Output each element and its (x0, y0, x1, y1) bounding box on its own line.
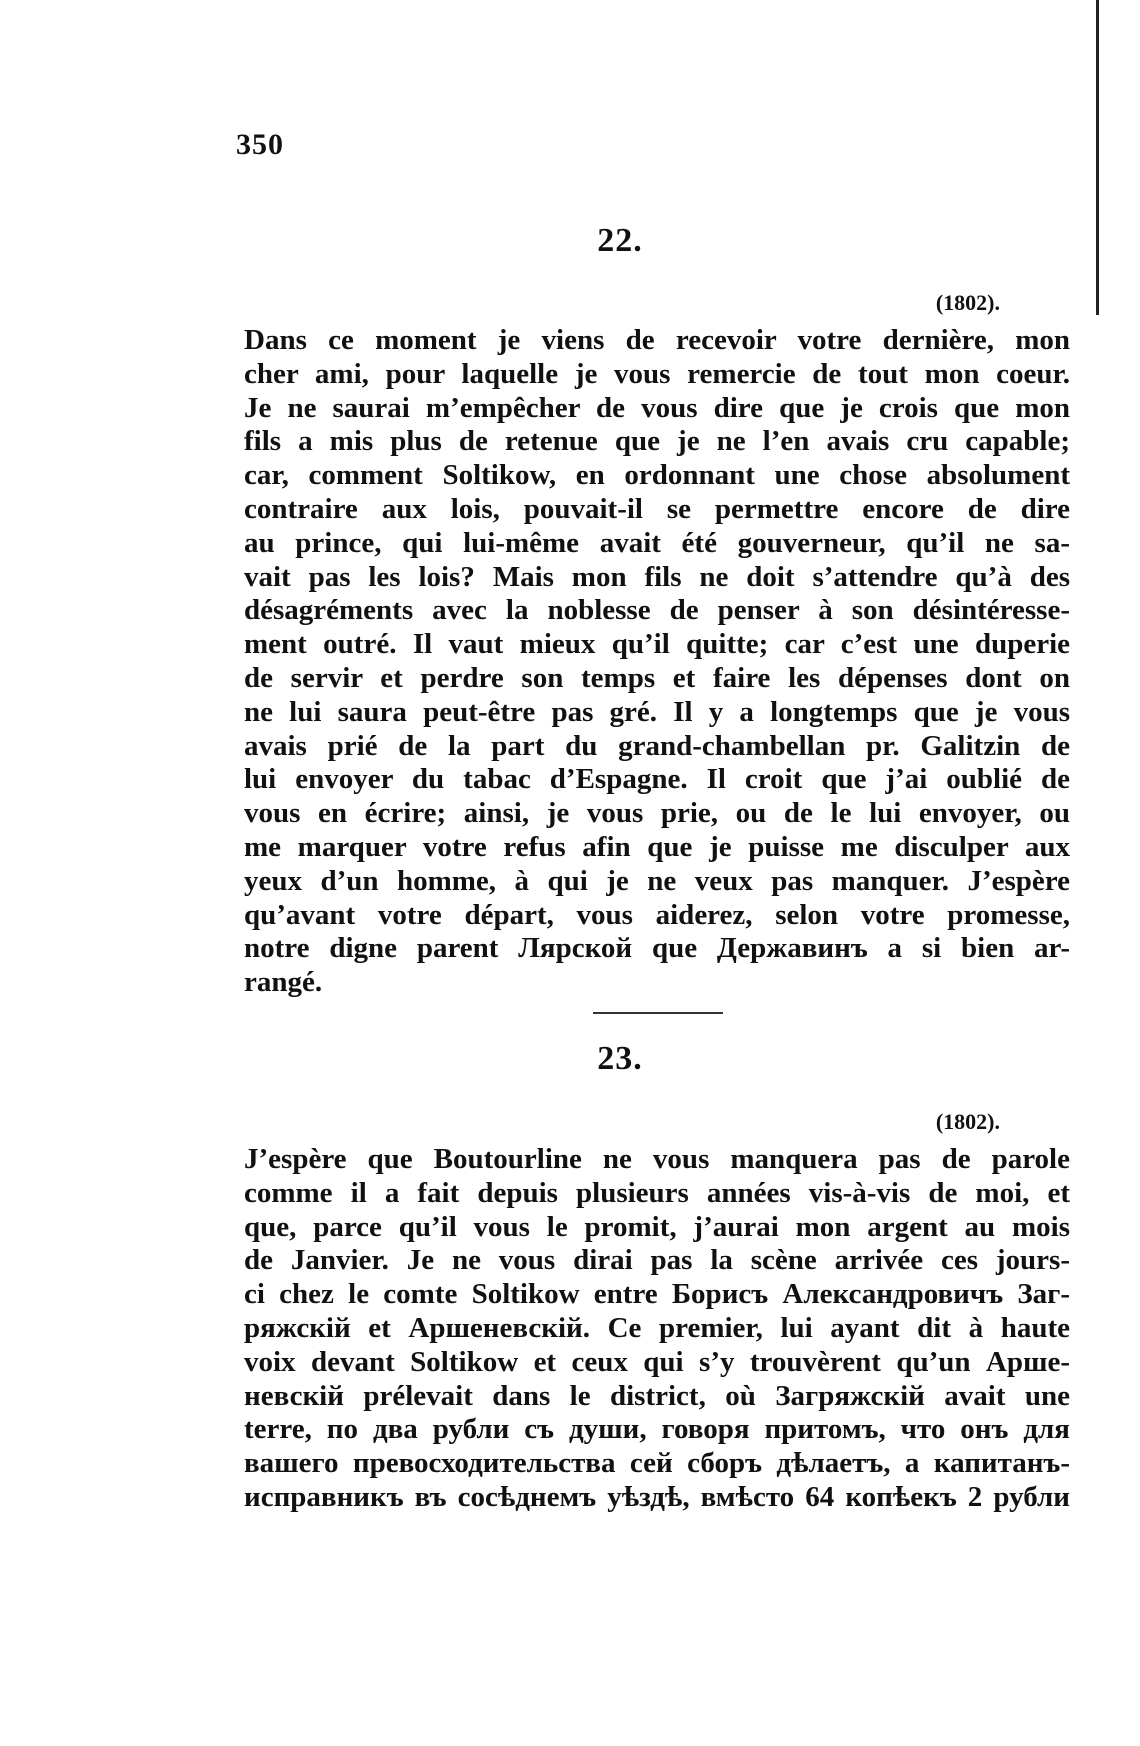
text-line: Je ne saurai m’empêcher de vous dire que je crois que mon (244, 391, 1070, 424)
text-line: ne lui saura peut-être pas gré. Il y a longtemps que je vous (244, 695, 1070, 728)
letter-number: 23. (597, 1040, 643, 1077)
text-line: qu’avant votre départ, vous aiderez, selon votre promesse, (244, 898, 1070, 931)
text-line: исправникъ въ сосѣднемъ уѣздѣ, вмѣсто 64 копѣекъ 2 рубли (244, 1480, 1070, 1513)
section-separator (593, 1012, 723, 1014)
page-number: 350 (236, 128, 284, 161)
text-line: contraire aux lois, pouvait-il se permettre encore de dire (244, 492, 1070, 525)
text-line: ряжскій et Аршеневскій. Ce premier, lui ayant dit à haute (244, 1311, 1070, 1344)
text-line: Dans ce moment je viens de recevoir votre dernière, mon (244, 324, 1070, 356)
text-line: de servir et perdre son temps et faire les dépenses dont on (244, 661, 1070, 694)
text-line: me marquer votre refus afin que je puisse me disculper aux (244, 830, 1070, 863)
text-line: ci chez le comte Soltikow entre Борисъ Александровичъ Заг- (244, 1278, 1070, 1311)
text-line: au prince, qui lui-même avait été gouverneur, qu’il ne sa- (244, 526, 1070, 559)
text-line: ment outré. Il vaut mieux qu’il quitte; car c’est une duperie (244, 628, 1070, 661)
text-line: невскій prélevait dans le district, où Загряжскій avait une (244, 1379, 1070, 1412)
page-edge-line (1096, 0, 1099, 315)
letter-body (244, 1143, 1070, 1515)
text-line: que, parce qu’il vous le promit, j’aurai mon argent au mois (244, 1210, 1070, 1243)
letter-body (244, 324, 1070, 1000)
text-line: vait pas les lois? Mais mon fils ne doit s’attendre qu’à des (244, 560, 1070, 593)
text-line: cher ami, pour laquelle je vous remercie de tout mon coeur. (244, 357, 1070, 390)
text-line: voix devant Soltikow et ceux qui s’y trouvèrent qu’un Арше- (244, 1345, 1070, 1378)
text-line: J’espère que Boutourline ne vous manquera pas de parole (244, 1143, 1070, 1175)
text-line: vous en écrire; ainsi, je vous prie, ou de le lui envoyer, ou (244, 797, 1070, 830)
letter-number: 22. (597, 222, 643, 259)
text-line: comme il a fait depuis plusieurs années vis-à-vis de moi, et (244, 1176, 1070, 1209)
text-line: fils a mis plus de retenue que je ne l’en avais cru capable; (244, 425, 1070, 458)
text-line: yeux d’un homme, à qui je ne veux pas manquer. J’espère (244, 864, 1070, 897)
text-line: terre, по два рубли съ души, говоря притомъ, что онъ для (244, 1413, 1070, 1446)
letter-date: (1802). (935, 290, 1000, 315)
text-line: lui envoyer du tabac d’Espagne. Il croit que j’ai oublié de (244, 763, 1070, 796)
text-line: notre digne parent Лярской que Державинъ a si bien ar- (244, 932, 1070, 965)
text-line: rangé. (244, 966, 323, 999)
text-line: de Janvier. Je ne vous dirai pas la scène arrivée ces jours- (244, 1244, 1070, 1277)
text-line: вашего превосходительства сей сборъ дѣлаетъ, а капитанъ- (244, 1447, 1070, 1480)
text-line: avais prié de la part du grand-chambellan pr. Galitzin de (244, 729, 1070, 762)
text-line: car, comment Soltikow, en ordonnant une chose absolument (244, 459, 1070, 492)
text-line: désagréments avec la noblesse de penser à son désintéresse- (244, 594, 1070, 627)
letter-date: (1802). (935, 1109, 1000, 1134)
